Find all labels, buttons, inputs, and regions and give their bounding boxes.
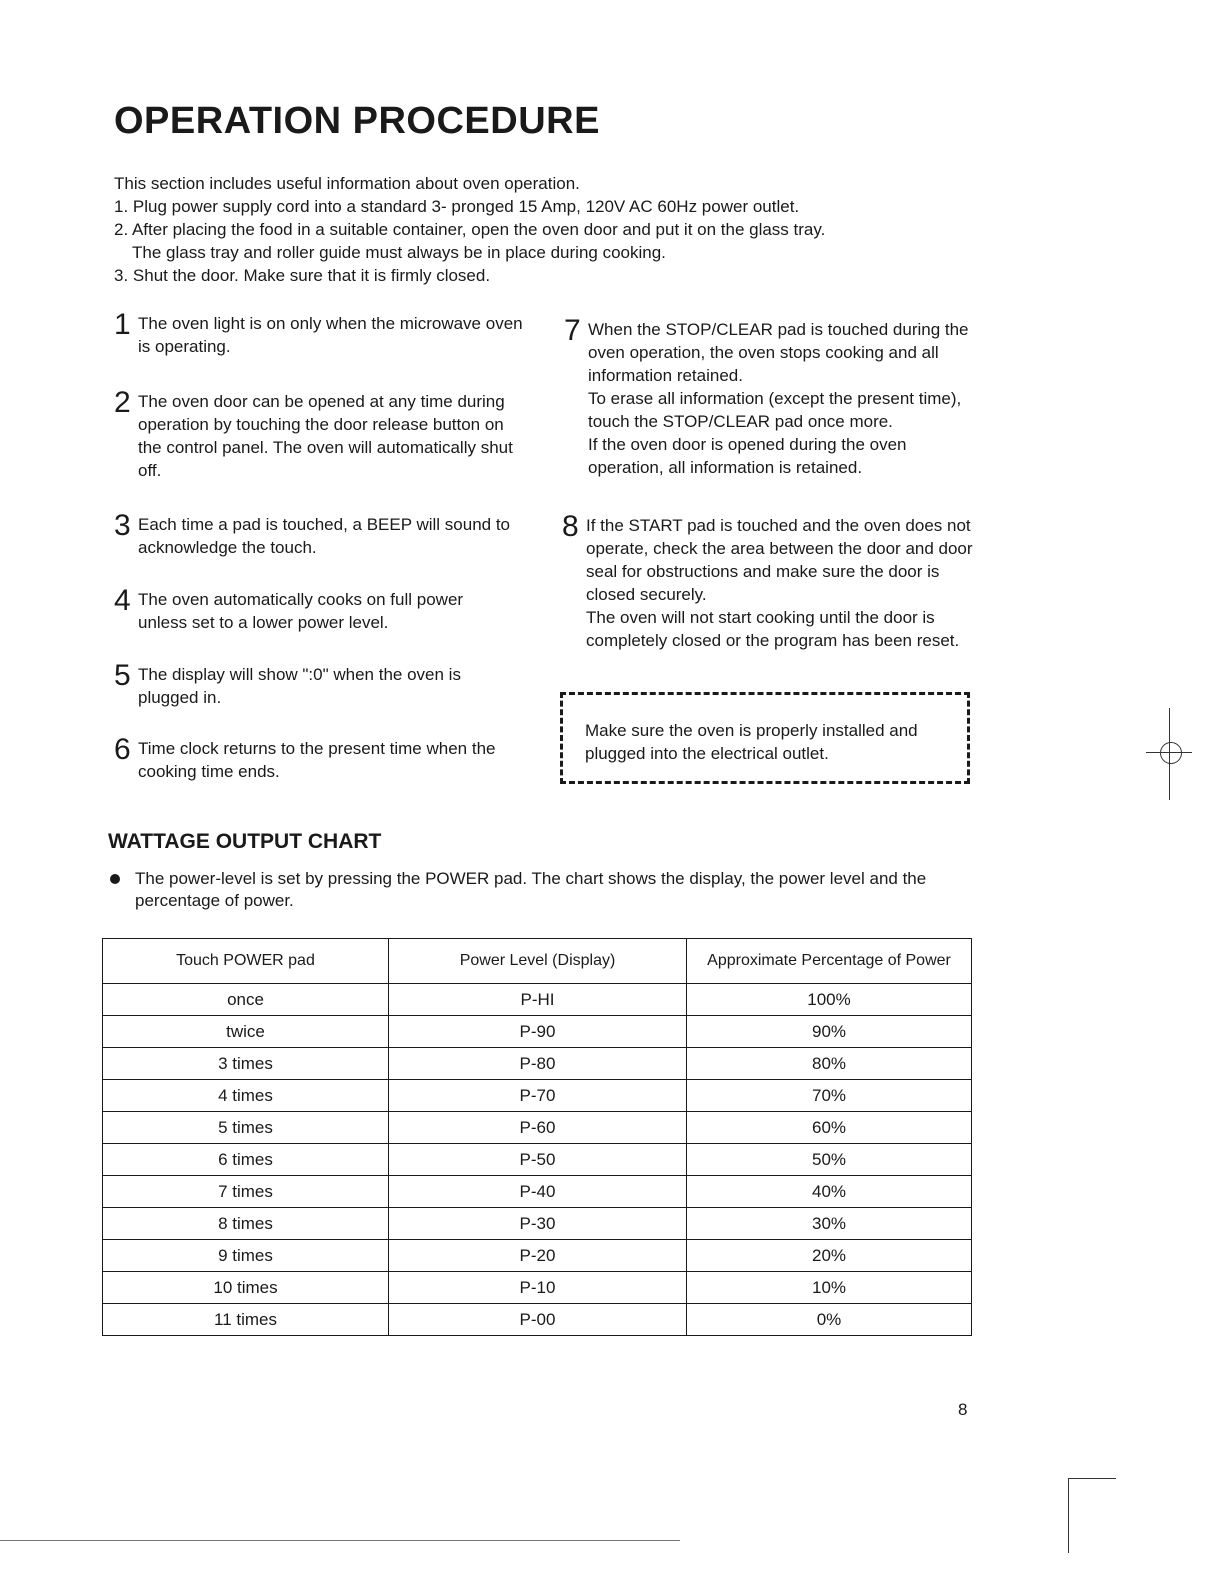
power-level-cell: P-00	[389, 1304, 687, 1336]
power-level-cell: P-60	[389, 1112, 687, 1144]
intro-step-1: 1. Plug power supply cord into a standard 3- pronged 15 Amp, 120V AC 60Hz power outlet.	[114, 197, 800, 216]
percentage-cell: 100%	[687, 984, 972, 1016]
bullet-icon	[110, 874, 120, 884]
table-row	[103, 1208, 972, 1240]
note-number: 2	[114, 386, 131, 419]
note-text: Time clock returns to the present time when the cooking time ends.	[138, 739, 496, 781]
note-1	[114, 308, 534, 358]
note-3	[114, 509, 534, 559]
crop-mark	[1068, 1478, 1116, 1479]
touch-count-cell: 6 times	[103, 1144, 389, 1176]
touch-count-cell: 5 times	[103, 1112, 389, 1144]
table-row	[103, 1112, 972, 1144]
table-body	[103, 984, 972, 1336]
note-number: 8	[562, 510, 579, 543]
note-number: 5	[114, 659, 131, 692]
page-number: 8	[958, 1400, 968, 1419]
percentage-cell: 70%	[687, 1080, 972, 1112]
note-text: The oven door can be opened at any time during operation by touching the door release button on the control panel. The oven will automatically shut off.	[138, 392, 513, 480]
touch-count-cell: once	[103, 984, 389, 1016]
touch-count-cell: 8 times	[103, 1208, 389, 1240]
note-2	[114, 386, 514, 482]
chart-description-text: The power-level is set by pressing the POWER pad. The chart shows the display, the power level and the percentage of power.	[135, 869, 927, 910]
note-text: When the STOP/CLEAR pad is touched during the oven operation, the oven stops cooking and all information retained.	[588, 320, 969, 385]
percentage-cell: 40%	[687, 1176, 972, 1208]
table-row	[103, 1272, 972, 1304]
table-row	[103, 1016, 972, 1048]
table-row	[103, 1176, 972, 1208]
power-level-cell: P-20	[389, 1240, 687, 1272]
percentage-cell: 90%	[687, 1016, 972, 1048]
column-header: Approximate Percentage of Power	[687, 939, 972, 984]
note-number: 1	[114, 308, 131, 341]
percentage-cell: 0%	[687, 1304, 972, 1336]
power-level-cell: P-30	[389, 1208, 687, 1240]
touch-count-cell: 3 times	[103, 1048, 389, 1080]
note-4	[114, 584, 514, 634]
note-number: 7	[564, 314, 581, 347]
chart-description	[110, 868, 980, 912]
power-level-cell: P-90	[389, 1016, 687, 1048]
chart-section-title: WATTAGE OUTPUT CHART	[108, 830, 382, 853]
note-text: The oven light is on only when the microwave oven is operating.	[138, 314, 523, 356]
intro-lead: This section includes useful information about oven operation.	[114, 174, 580, 193]
column-header: Power Level (Display)	[389, 939, 687, 984]
note-8	[562, 510, 982, 652]
percentage-cell: 30%	[687, 1208, 972, 1240]
touch-count-cell: 11 times	[103, 1304, 389, 1336]
intro-step-2: 2. After placing the food in a suitable container, open the oven door and put it on the glass tray.	[114, 220, 826, 239]
touch-count-cell: 10 times	[103, 1272, 389, 1304]
power-level-cell: P-40	[389, 1176, 687, 1208]
table-header-row	[103, 939, 972, 984]
note-text: Each time a pad is touched, a BEEP will sound to acknowledge the touch.	[138, 515, 511, 557]
power-level-cell: P-10	[389, 1272, 687, 1304]
table-row	[103, 1048, 972, 1080]
note-text: The oven automatically cooks on full power unless set to a lower power level.	[138, 590, 464, 632]
crop-mark	[1068, 1478, 1069, 1553]
percentage-cell: 50%	[687, 1144, 972, 1176]
table-row	[103, 1080, 972, 1112]
warning-text: Make sure the oven is properly installed and plugged into the electrical outlet.	[585, 721, 918, 763]
note-6	[114, 733, 534, 783]
scan-edge-line	[0, 1540, 680, 1541]
table-row	[103, 1144, 972, 1176]
table-row	[103, 984, 972, 1016]
touch-count-cell: twice	[103, 1016, 389, 1048]
registration-circle	[1160, 742, 1182, 764]
note-number: 4	[114, 584, 131, 617]
percentage-cell: 60%	[687, 1112, 972, 1144]
warning-box	[560, 692, 970, 784]
note-number: 6	[114, 733, 131, 766]
intro-step-3: 3. Shut the door. Make sure that it is firmly closed.	[114, 266, 491, 285]
percentage-cell: 20%	[687, 1240, 972, 1272]
note-5	[114, 659, 514, 709]
percentage-cell: 80%	[687, 1048, 972, 1080]
touch-count-cell: 7 times	[103, 1176, 389, 1208]
note-text-2: The oven will not start cooking until the door is completely closed or the program has been reset.	[586, 608, 960, 650]
percentage-cell: 10%	[687, 1272, 972, 1304]
touch-count-cell: 9 times	[103, 1240, 389, 1272]
intro-step-2-detail: The glass tray and roller guide must always be in place during cooking.	[132, 243, 666, 262]
note-7	[564, 314, 984, 479]
intro-section	[114, 172, 934, 287]
note-number: 3	[114, 509, 131, 542]
touch-count-cell: 4 times	[103, 1080, 389, 1112]
note-text: The display will show ":0" when the oven is plugged in.	[138, 665, 461, 707]
power-level-cell: P-80	[389, 1048, 687, 1080]
note-text-3: If the oven door is opened during the oven operation, all information is retained.	[588, 435, 907, 477]
table-row	[103, 1304, 972, 1336]
note-text: If the START pad is touched and the oven does not operate, check the area between the door and door seal for obstructions and make sure the door is closed securely.	[586, 516, 973, 604]
note-text-2: To erase all information (except the present time), touch the STOP/CLEAR pad once more.	[588, 389, 962, 431]
power-level-cell: P-HI	[389, 984, 687, 1016]
power-level-cell: P-50	[389, 1144, 687, 1176]
page-title: OPERATION PROCEDURE	[114, 100, 600, 142]
wattage-output-table	[102, 938, 972, 1336]
power-level-cell: P-70	[389, 1080, 687, 1112]
table-row	[103, 1240, 972, 1272]
column-header: Touch POWER pad	[103, 939, 389, 984]
